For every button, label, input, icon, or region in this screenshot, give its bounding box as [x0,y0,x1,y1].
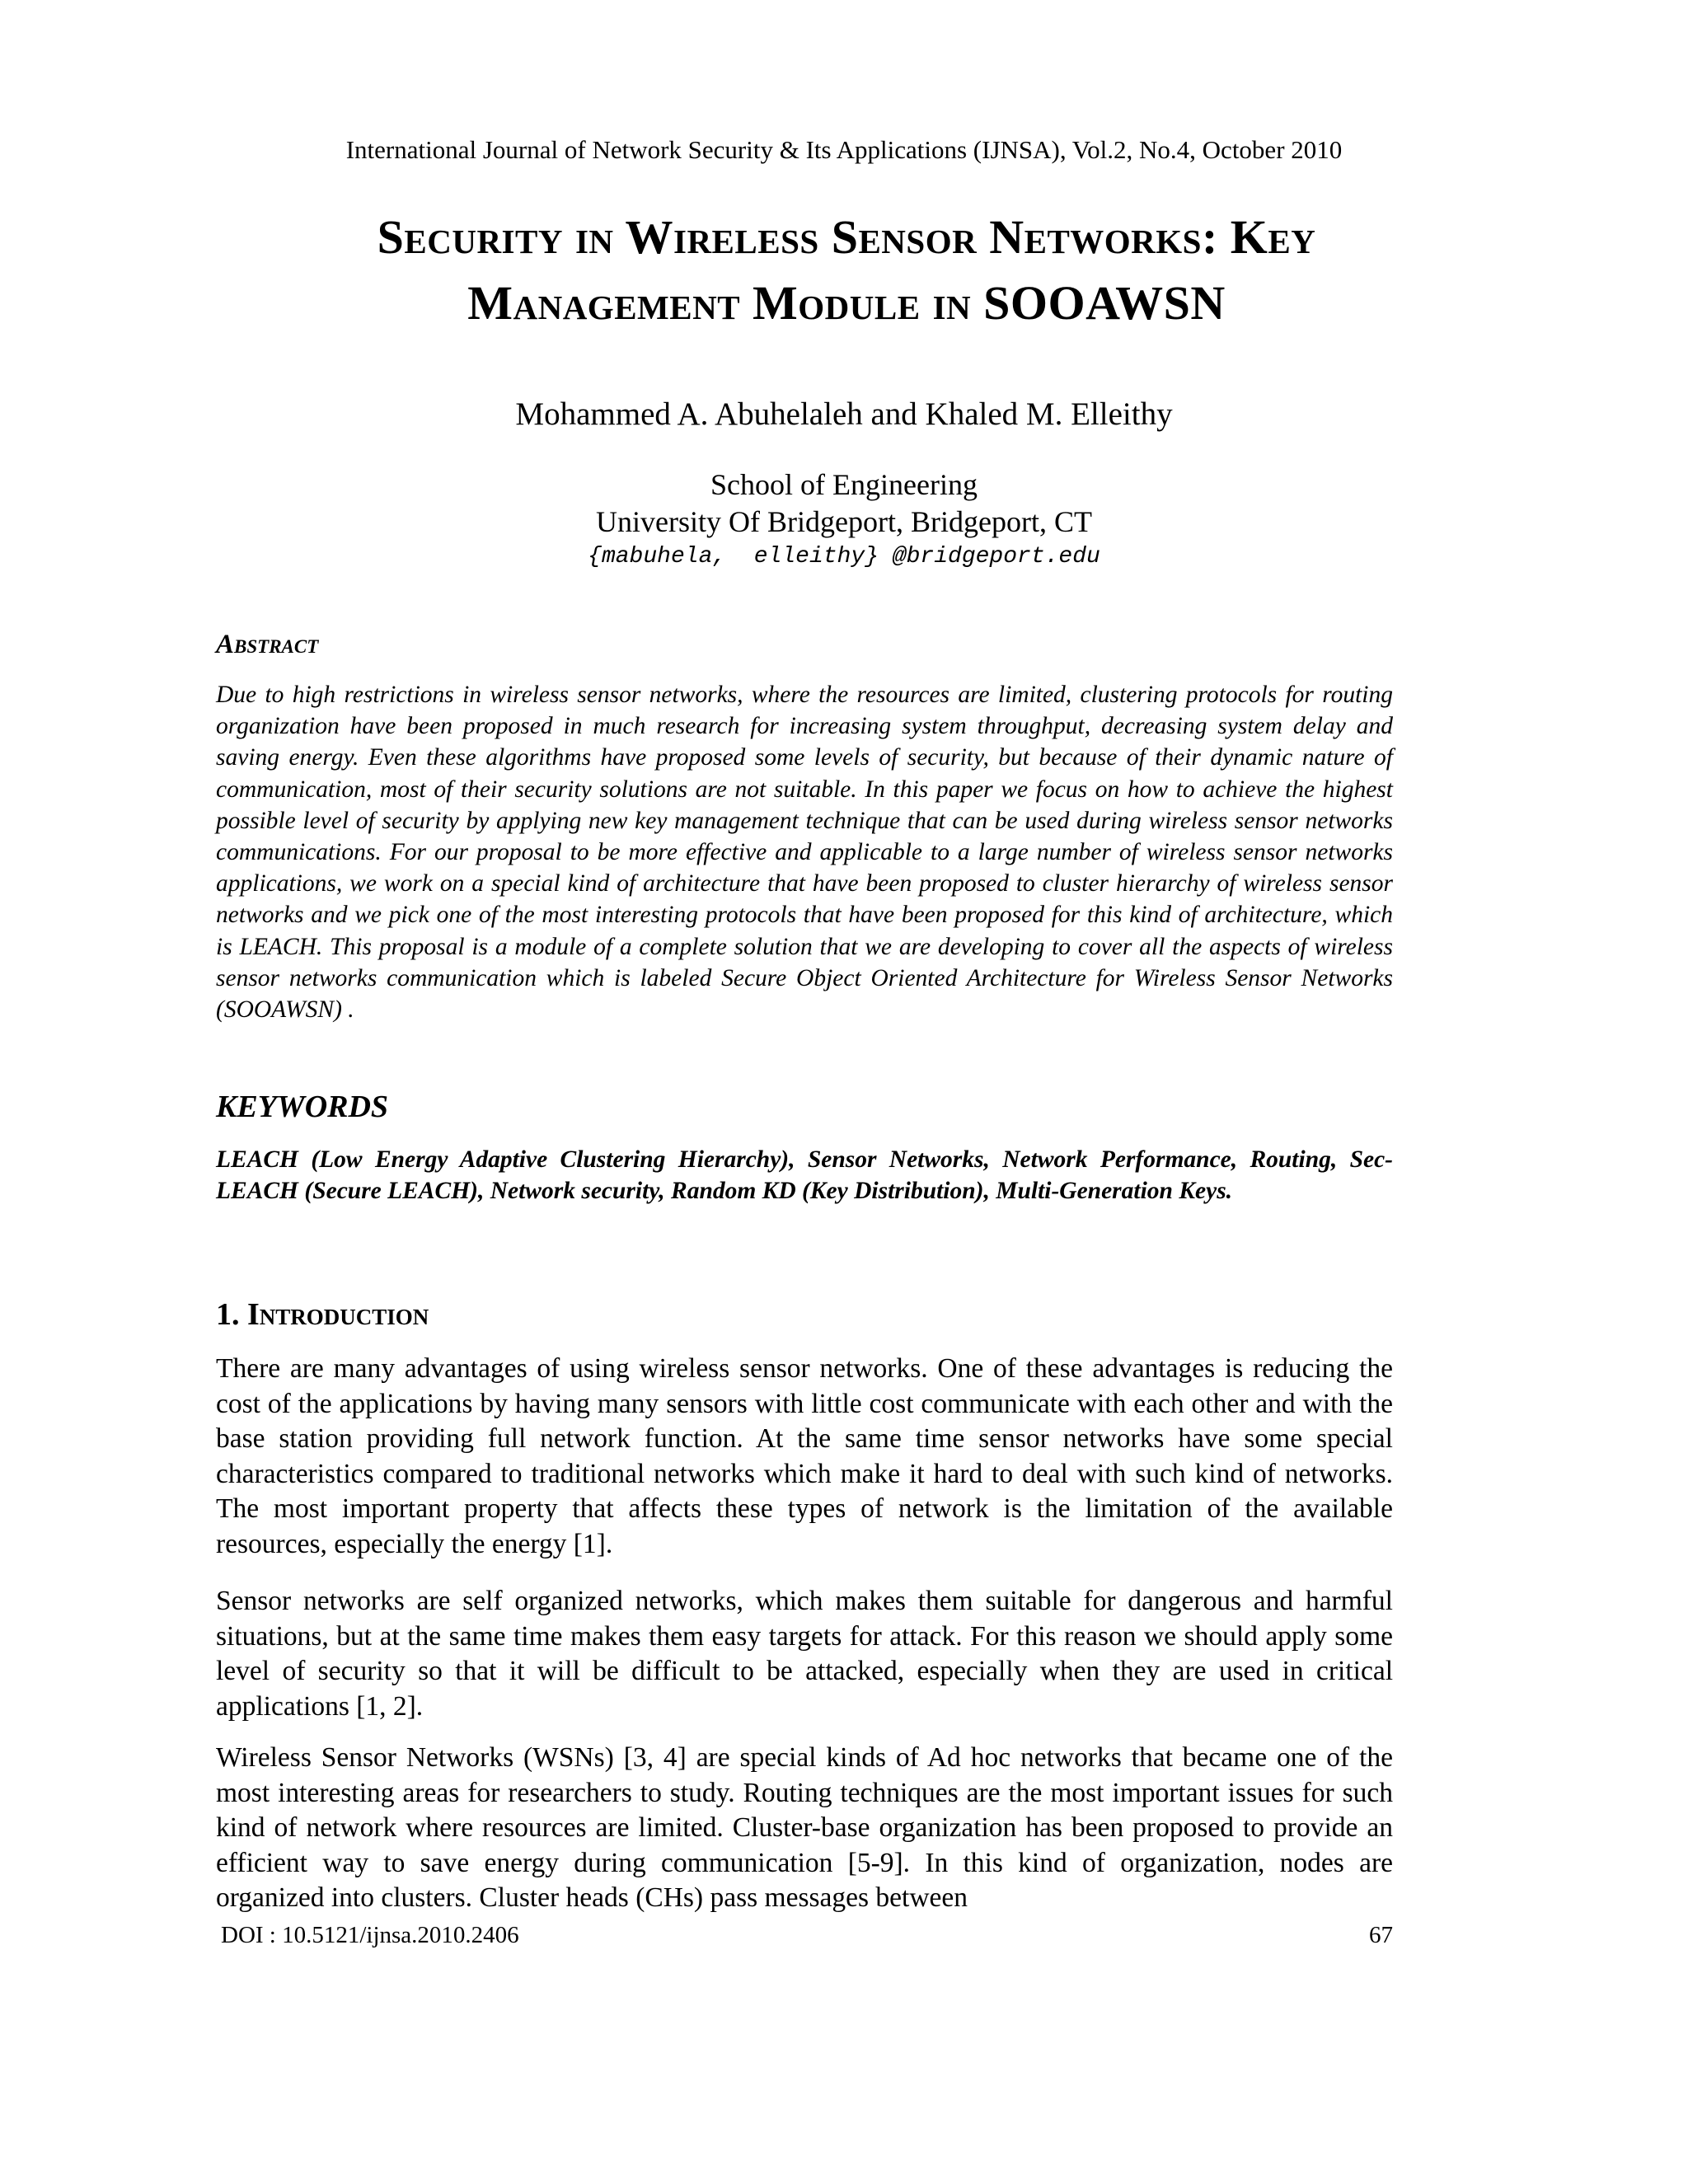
introduction-heading: 1. Introduction [216,1297,429,1332]
abstract-text: Due to high restrictions in wireless sensor networks, where the resources are limited, clustering protocols for routing organization have been proposed in much research for increasing system throughput, decreasing system delay and saving energy. Even these algorithms have proposed some levels of security, but because of their dynamic nature of communication, most of their security solutions are not suitable. In this paper we focus on how to achieve the highest possible level of security by applying new key management technique that can be used during wireless sensor networks communications. For our proposal to be more effective and applicable to a large number of wireless sensor networks applications, we work on a special kind of architecture that have been proposed to cluster hierarchy of wireless sensor networks and we pick one of the most interesting protocols that have been proposed for this kind of architecture, which is LEACH. This proposal is a module of a complete solution that we are developing to cover all the aspects of wireless sensor networks communication which is labeled Secure Object Oriented Architecture for Wireless Sensor Networks (SOOAWSN) . [216,682,1393,1024]
authors: Mohammed A. Abuhelaleh and Khaled M. Elleithy [515,396,1173,432]
page-number: 67 [1369,1922,1393,1948]
paper-title-line-2: Management Module in SOOAWSN [467,276,1226,330]
keywords-heading: KEYWORDS [216,1090,389,1124]
abstract-heading: Abstract [216,630,319,659]
keywords-text: LEACH (Low Energy Adaptive Clustering Hierarchy), Sensor Networks, Network Performance, Routing, Sec-LEACH (Secure LEACH), Network security, Random KD (Key Distribution), Multi-Generation Keys. [216,1146,1393,1204]
paper-title [216,204,1477,336]
paper-title-line-1: Security in Wireless Sensor Networks: Key [377,210,1316,264]
doi: DOI : 10.5121/ijnsa.2010.2406 [221,1922,519,1948]
journal-header: International Journal of Network Security & Its Applications (IJNSA), Vol.2, No.4, October 2010 [345,135,1343,164]
affiliation-university: University Of Bridgeport, Bridgeport, CT [596,505,1092,538]
intro-paragraph-1: There are many advantages of using wireless sensor networks. One of these advantages is reducing the cost of the applications by having many sensors with little cost communicate with each other and with the base station providing full network function. At the same time sensor networks have some special characteristics compared to traditional networks which make it hard to deal with such kind of networks. The most important property that affects these types of network is the limitation of the available resources, especially the energy [1]. [216,1353,1393,1559]
affiliation-school: School of Engineering [710,468,978,501]
intro-paragraph-3: Wireless Sensor Networks (WSNs) [3, 4] are special kinds of Ad hoc networks that became one of the most interesting areas for researchers to study. Routing techniques are the most important issues for such kind of network where resources are limited. Cluster-base organization has been proposed to provide an efficient way to save energy during communication [5-9]. In this kind of organization, nodes are organized into clusters. Cluster heads (CHs) pass messages between [216,1742,1393,1913]
intro-paragraph-2: Sensor networks are self organized networks, which makes them suitable for dangerous and harmful situations, but at the same time makes them easy targets for attack. For this reason we should apply some level of security so that it will be difficult to be attacked, especially when they are used in critical applications [1, 2]. [216,1586,1393,1722]
author-email: {mabuhela, elleithy} @bridgeport.edu [588,544,1100,569]
